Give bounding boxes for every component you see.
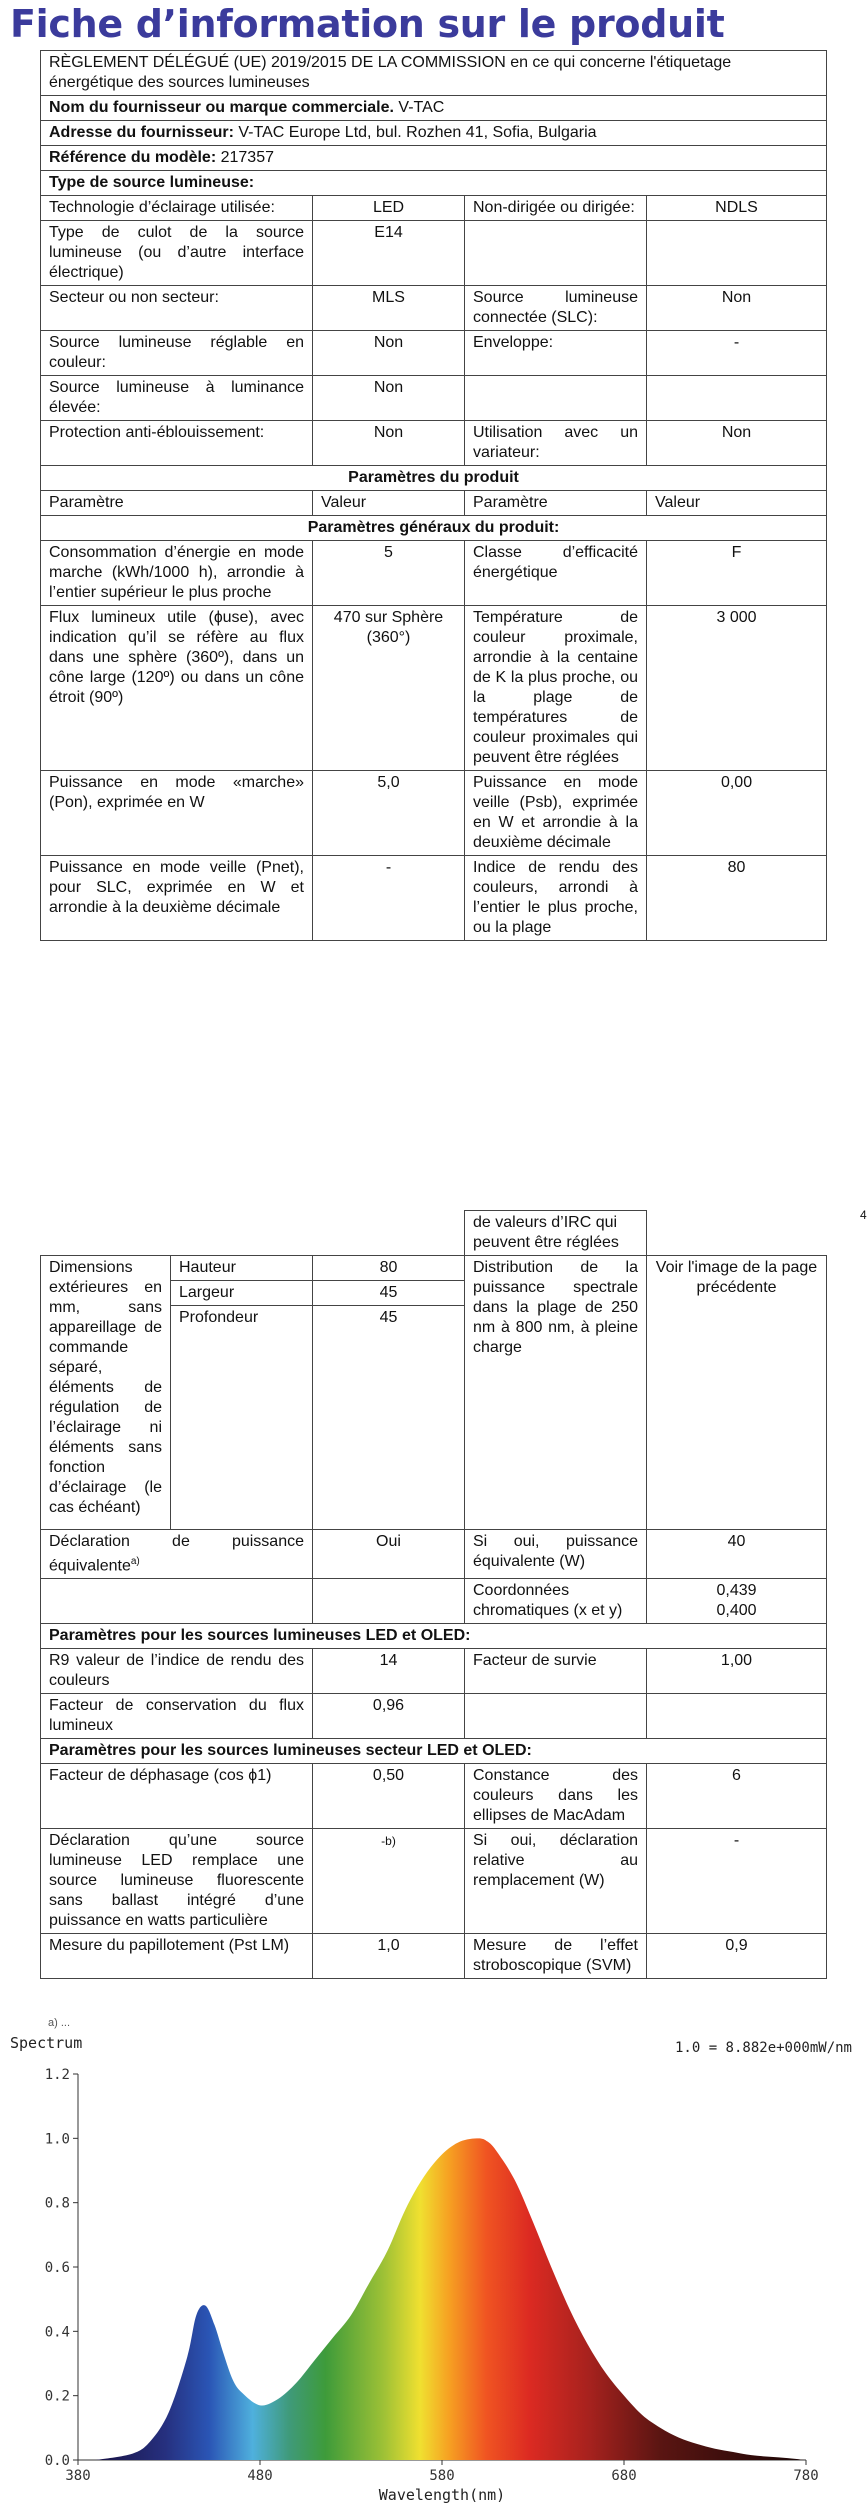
page-title: Fiche d’information sur le produit [10, 2, 725, 46]
dimensions-label: Dimensions extérieures en mm, sans appareillage de commande séparé, éléments de régulation de l’éclairage ni éléments sans fonction d’éclairage (le cas échéant) [41, 1256, 171, 1530]
param-value: 470 sur Sphère (360°) [313, 606, 465, 771]
param-value: Non [647, 421, 827, 466]
led-header-row [41, 1624, 827, 1649]
y-tick-label: 1.0 [44, 2131, 70, 2148]
param-label: Technologie d’éclairage utilisée: [41, 196, 313, 221]
param-label: R9 valeur de l’indice de rendu des couleurs [41, 1649, 313, 1694]
equiv-power-label: Si oui, puissance équivalente (W) [465, 1530, 647, 1579]
param-value: 0,50 [313, 1764, 465, 1829]
param-value: 0,00 [647, 771, 827, 856]
param-value [647, 1694, 827, 1739]
param-value: LED [313, 196, 465, 221]
supplier-value: V-TAC [398, 99, 445, 116]
equiv-value: Oui [313, 1530, 465, 1579]
supplier-row [41, 96, 827, 121]
y-tick-label: 0.0 [44, 2453, 70, 2469]
table-row [41, 1530, 827, 1579]
x-tick-label: 580 [429, 2468, 455, 2484]
continued-text: de valeurs d’IRC qui peuvent être réglées [465, 1211, 647, 1256]
param-label: Facteur de déphasage (cos ϕ1) [41, 1764, 313, 1829]
regulation-row [41, 51, 827, 96]
chart-title: Spectrum [10, 2034, 83, 2052]
param-label: Puissance en mode «marche» (Pon), exprimée en W [41, 771, 313, 856]
regulation-text: RÈGLEMENT DÉLÉGUÉ (UE) 2019/2015 DE LA COMMISSION en ce qui concerne l'étiquetage énergétique des sources lumineuses [41, 51, 827, 96]
param-label: Utilisation avec un variateur: [465, 421, 647, 466]
table-row [41, 1211, 827, 1256]
param-label: Si oui, déclaration relative au remplacement (W) [465, 1829, 647, 1934]
model-row [41, 146, 827, 171]
equiv-footnote-mark: a) [130, 1556, 140, 1567]
table-row [41, 1829, 827, 1934]
product-sheet-page-2 [40, 1210, 826, 1979]
param-label: Source lumineuse connectée (SLC): [465, 286, 647, 331]
params-header-row [41, 466, 827, 491]
param-label: Mesure de l’effet stroboscopique (SVM) [465, 1934, 647, 1979]
led-params-header: Paramètres pour les sources lumineuses LED et OLED: [41, 1624, 827, 1649]
param-value: - [647, 331, 827, 376]
footnote: a) ... [48, 2017, 71, 2029]
param-label: Facteur de conservation du flux lumineux [41, 1694, 313, 1739]
dimension-name: Largeur [171, 1281, 313, 1306]
address-label: Adresse du fournisseur: [49, 124, 234, 141]
column-header: Valeur [647, 491, 827, 516]
column-header: Valeur [313, 491, 465, 516]
param-label: Indice de rendu des couleurs, arrondi à l’entier le plus proche, ou la plage [465, 856, 647, 941]
param-label: Constance des couleurs dans les ellipses de MacAdam [465, 1764, 647, 1829]
param-value: NDLS [647, 196, 827, 221]
address-value: V-TAC Europe Ltd, bul. Rozhen 41, Sofia, Bulgaria [238, 124, 597, 141]
param-value: 5 [313, 541, 465, 606]
param-value: E14 [313, 221, 465, 286]
dimension-name: Hauteur [171, 1256, 313, 1281]
param-value [647, 376, 827, 421]
param-label: Source lumineuse à luminance élevée: [41, 376, 313, 421]
page-number: 4 [860, 1208, 867, 1222]
dimension-value: 80 [313, 1256, 465, 1281]
table-row [41, 221, 827, 286]
param-label: Consommation d’énergie en mode marche (kWh/1000 h), arrondie à l’entier supérieur le plus proche [41, 541, 313, 606]
product-sheet-page-1 [40, 50, 826, 941]
param-value: - [647, 1829, 827, 1934]
y-tick-label: 1.2 [44, 2067, 70, 2083]
param-value: 6 [647, 1764, 827, 1829]
param-value: Non [647, 286, 827, 331]
param-value: 14 [313, 1649, 465, 1694]
general-params-header: Paramètres généraux du produit: [41, 516, 827, 541]
param-label: Non-dirigée ou dirigée: [465, 196, 647, 221]
param-label: Puissance en mode veille (Pnet), pour SLC, exprimée en W et arrondie à la deuxième décimale [41, 856, 313, 941]
table-row [41, 856, 827, 941]
dimensions-row [41, 1256, 827, 1281]
x-tick-label: 380 [65, 2468, 91, 2484]
param-value [647, 221, 827, 286]
param-value: Non [313, 331, 465, 376]
y-tick-label: 0.4 [44, 2324, 70, 2341]
y-tick-label: 0.2 [44, 2388, 70, 2405]
title-bar [0, 0, 866, 50]
spectrum-chart [0, 2030, 866, 2510]
param-value: Non [313, 376, 465, 421]
spectral-value: Voir l'image de la page précédente [647, 1256, 827, 1530]
table-row [41, 606, 827, 771]
column-header: Paramètre [41, 491, 313, 516]
table-row [41, 1649, 827, 1694]
param-label: Température de couleur proximale, arrondie à la centaine de K la plus proche, ou la plage de températures de couleur proximales qui peuvent être réglées [465, 606, 647, 771]
param-label: Flux lumineux utile (ɸuse), avec indication qu’il se réfère au flux dans une sphère (360º), dans un cône large (120º) ou dans un cône étroit (90º) [41, 606, 313, 771]
param-label: Classe d’efficacité énergétique [465, 541, 647, 606]
table-row [41, 1694, 827, 1739]
mains-header-row [41, 1739, 827, 1764]
param-value: -b) [313, 1829, 465, 1934]
param-label: Secteur ou non secteur: [41, 286, 313, 331]
x-tick-label: 680 [611, 2468, 637, 2484]
param-value: F [647, 541, 827, 606]
equiv-power-value: 40 [647, 1530, 827, 1579]
model-label: Référence du modèle: [49, 149, 217, 166]
param-value: 1,00 [647, 1649, 827, 1694]
dimension-name: Profondeur [171, 1306, 313, 1530]
type-section-row [41, 171, 827, 196]
chart-scale-note: 1.0 = 8.882e+000mW/nm [674, 2040, 852, 2056]
column-header-row [41, 491, 827, 516]
table-row [41, 771, 827, 856]
param-value: - [313, 856, 465, 941]
param-label [465, 221, 647, 286]
y-tick-label: 0.6 [44, 2260, 70, 2276]
param-label: Source lumineuse réglable en couleur: [41, 331, 313, 376]
param-label [465, 1694, 647, 1739]
chroma-label: Coordonnées chromatiques (x et y) [465, 1579, 647, 1624]
param-label: Enveloppe: [465, 331, 647, 376]
table-row [41, 1764, 827, 1829]
params-header: Paramètres du produit [41, 466, 827, 491]
table-row [41, 541, 827, 606]
table-row [41, 196, 827, 221]
mains-params-header: Paramètres pour les sources lumineuses secteur LED et OLED: [41, 1739, 827, 1764]
param-value: 5,0 [313, 771, 465, 856]
address-row [41, 121, 827, 146]
x-tick-label: 480 [247, 2468, 273, 2484]
param-label: Protection anti-éblouissement: [41, 421, 313, 466]
param-label: Déclaration qu’une source lumineuse LED remplace une source lumineuse fluorescente sans ballast intégré d’une puissance en watts particulière [41, 1829, 313, 1934]
table-row [41, 331, 827, 376]
equiv-label: Déclaration de puissance équivalente [49, 1533, 304, 1575]
y-tick-label: 0.8 [44, 2195, 70, 2212]
param-label: Type de culot de la source lumineuse (ou d’autre interface électrique) [41, 221, 313, 286]
table-row [41, 421, 827, 466]
param-value: 1,0 [313, 1934, 465, 1979]
param-value: 0,9 [647, 1934, 827, 1979]
column-header: Paramètre [465, 491, 647, 516]
param-value: 3 000 [647, 606, 827, 771]
table-row [41, 1579, 827, 1624]
table-row [41, 1934, 827, 1979]
param-label: Facteur de survie [465, 1649, 647, 1694]
param-value: 0,96 [313, 1694, 465, 1739]
spectral-label: Distribution de la puissance spectrale dans la plage de 250 nm à 800 nm, à pleine charge [465, 1256, 647, 1530]
param-label [465, 376, 647, 421]
dimension-value: 45 [313, 1306, 465, 1530]
param-value: Non [313, 421, 465, 466]
table-row [41, 376, 827, 421]
x-tick-label: 780 [793, 2468, 819, 2484]
table-row [41, 286, 827, 331]
supplier-label: Nom du fournisseur ou marque commerciale. [49, 99, 394, 116]
x-axis-label: Wavelength(nm) [378, 2486, 506, 2504]
spectrum-series-area [96, 2138, 806, 2460]
general-header-row [41, 516, 827, 541]
type-section-header: Type de source lumineuse: [41, 171, 827, 196]
chroma-y: 0,400 [716, 1602, 757, 1620]
model-value: 217357 [220, 149, 274, 166]
param-value: 80 [647, 856, 827, 941]
param-label: Mesure du papillotement (Pst LM) [41, 1934, 313, 1979]
product-info-table-continued [40, 1210, 827, 1979]
param-value: MLS [313, 286, 465, 331]
param-label: Puissance en mode veille (Psb), exprimée en W et arrondie à la deuxième décimale [465, 771, 647, 856]
product-info-table [40, 50, 827, 941]
chroma-x: 0,439 [716, 1582, 757, 1600]
dimension-value: 45 [313, 1281, 465, 1306]
